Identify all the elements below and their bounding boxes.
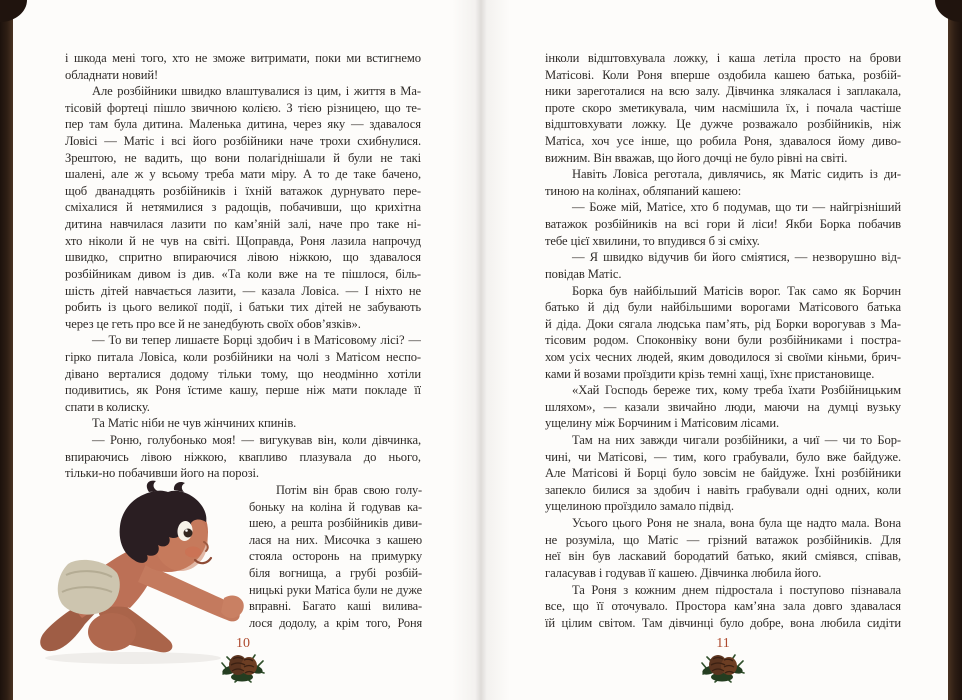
text-line: стояла осторонь на примурку xyxy=(249,549,422,564)
text-line: і шкода мені того, хто не зможе витримати, поки ми встигнемо xyxy=(65,51,421,65)
page-number-right: 11 xyxy=(716,636,730,651)
text-line: ущелиною проїздило замало підвід. xyxy=(545,499,734,514)
text-line: їй цілим світом. Там дівчинці було добре, вона любила сидіти xyxy=(545,615,901,630)
text-line: ватажок розбійників на всі гори й ліси! Якби Борка побачив xyxy=(545,217,901,232)
text-line: сміхалися й нетямилися з радощів, побачивши, що крихітна xyxy=(65,200,421,215)
text-line: лася на них. Мисочка з кашею xyxy=(249,532,422,547)
text-line: Та Матіс ніби не чув жінчиних кпинів. xyxy=(92,416,297,431)
text-line: ницькі руки Матіса були не дуже xyxy=(249,582,422,597)
text-line: шляхом», — казали звичайно люди, маючи на думці вузьку xyxy=(545,399,901,414)
corner-mark-top-left xyxy=(0,0,27,22)
text-line: хом усіх чесних людей, яким доводилося зі своїми кіньми, брич- xyxy=(545,349,901,364)
text-line: Та Роня з кожним днем підростала і поступово пізнавала xyxy=(572,582,901,597)
text-line: Потім він брав свою голу- xyxy=(276,483,422,497)
pinecone-ornament-left xyxy=(65,651,421,688)
text-line: галасував і годував її кашею. Дівчинка любила його. xyxy=(545,565,822,580)
text-line: тісовій фортеці пішло звичною колією. З тією різницею, що те- xyxy=(65,100,421,115)
text-line: «Хай Господь береже тих, кому треба їхати Розбійницьким xyxy=(572,383,901,398)
pinecone-icon xyxy=(221,651,265,683)
text-line: дівано верталися додому тільки тому, що неодмінно хотіли xyxy=(65,366,421,381)
text-line: впираючись лівою ніжкою, квапливо плазувала до нього, xyxy=(65,449,421,464)
text-line: ками й возами проїздити крізь темні хащі, їхнє пристановище. xyxy=(545,366,875,381)
text-line: — Боже мій, Матісе, хто б подумав, що ти — найгрізніший xyxy=(572,200,901,215)
text-line: повідав Матіс. xyxy=(545,266,622,281)
pinecone-icon xyxy=(701,651,745,683)
book-edge-right xyxy=(948,0,962,700)
right-page-text-column xyxy=(545,50,901,631)
text-line: розбійникам дивом із див. «Та коли вже на те пішлося, біль- xyxy=(65,266,421,281)
text-line: — Я швидко відучив би його сміятися, — незворушно від- xyxy=(572,250,901,265)
text-line: боньку на коліна й годував ка- xyxy=(249,499,422,514)
text-line: Ловісі — Матіс і всі його розбійники наче трохи схибнулися. xyxy=(65,134,421,149)
text-line: батько й дід були найбільшими ворогами Матісового батька xyxy=(545,300,901,315)
text-line: запекло билися за здобич і навіть грабували одні одних, коли xyxy=(545,482,901,497)
text-line: не розуміла, що Матіс — грізний ватажок розбійників. Для xyxy=(545,532,901,547)
text-line: Але розбійники швидко влаштувалися із цим, і життя в Ма- xyxy=(92,84,421,99)
text-line: чині, чи Матісові, — тим, кого грабували, було вже байдуже. xyxy=(545,449,901,464)
text-line: вижним. Він вважав, що його дочці не було рівні на світі. xyxy=(545,150,848,165)
text-line: тісовим родом. Споконвіку вони були розбійниками і постра- xyxy=(545,333,901,348)
text-line: робить із цього великої події, і батьки тих дітей не забувають xyxy=(65,300,421,315)
text-line: гірко питала Ловіса, коли розбійники на чолі з Матісом неспо- xyxy=(65,349,421,364)
text-line: тиною на колінах, обляпаний кашею: xyxy=(545,183,742,198)
text-line: — Роню, голубонько моя! — вигукував він, коли дівчинка, xyxy=(92,433,421,448)
text-line: обладнати новий! xyxy=(65,67,159,82)
text-line: лося додолу, а крім того, Роня xyxy=(249,615,422,630)
text-line: подивитись, як Роня їстиме кашу, перше ніж мати покладе її xyxy=(65,383,421,398)
pinecone-ornament-right xyxy=(545,651,901,688)
text-line: пер там була дитина. Маленька дитина, через яку — здавалося xyxy=(65,117,421,132)
text-line: швидко, спритно впираючися лівою ніжкою, що здавалося xyxy=(65,250,421,265)
text-line: через це геть про все й не занедбують своїх обов’язків». xyxy=(65,316,361,331)
text-line: спати в колиску. xyxy=(65,399,150,414)
text-line: Там на них завжди чигали розбійники, а чиї — чи то Бор- xyxy=(572,433,901,448)
text-line: щоб дванадцять розбійників і їхній ватажок дурнувато пере- xyxy=(65,183,421,198)
left-page-text-column xyxy=(65,50,421,482)
text-line: Але Матісові й Борці було зовсім не байдуже. Їхні розбійники xyxy=(545,466,901,481)
text-line: ники зареготалися на всю залу. Дівчинка злякалася і заплакала, xyxy=(545,84,901,99)
text-line: тільки-но побачивши його на порозі. xyxy=(65,466,259,481)
center-fold xyxy=(452,0,510,700)
text-line: тебе цієї хвилини, то впудився б зі сміху. xyxy=(545,233,760,248)
text-line: Матісові. Коли Роня вперше оздобила кашею батька, розбій- xyxy=(545,67,901,82)
text-line: й діда. Доки сягала людська пам’ять, рід Борки ворогував з Ма- xyxy=(545,316,901,331)
text-line: неї він був ласкавий бородатий батько, який сміявся, співав, xyxy=(545,549,901,564)
text-line: Усього цього Роня не знала, вона була ще надто мала. Вона xyxy=(572,516,901,531)
text-line: шалені, але ж у всьому треба мати міру. А то де таке бачено, xyxy=(65,167,421,182)
text-line: хто ніколи й не чув на світі. Щоправда, Роня лазила напрочуд xyxy=(65,233,421,248)
text-line: ущелину між Борчиним і Матісовим лісами. xyxy=(545,416,780,431)
text-line: Матіса, хоч усе інше, що робила Роня, здавалося йому диво- xyxy=(545,134,901,149)
text-line: Борка був найбільший Матісів ворог. Так само як Борчин xyxy=(572,283,901,298)
text-line: вправні. Багато каші вилива- xyxy=(249,599,422,614)
left-page-narrow-text-column xyxy=(249,482,422,631)
book-edge-left xyxy=(0,0,13,700)
text-line: Навіть Ловіса реготала, дивлячись, як Матіс сидить із ди- xyxy=(572,167,901,182)
corner-mark-top-right xyxy=(935,0,962,22)
text-line: інколи відштовхувала ложку, і каша летіла просто на брови xyxy=(545,51,901,65)
text-line: біля вогнища, а грубі розбій- xyxy=(249,566,422,581)
text-line: дитина навчилася лазити по кам’яній залі, наче про таке ні- xyxy=(65,217,421,232)
text-line: шість дітей навчається лазити, — казала Ловіса. — І ніхто не xyxy=(65,283,421,298)
text-line: шею, а решта розбійників диви- xyxy=(249,516,422,531)
text-line: все, що її оточувало. Простора кам’яна зала довго здавалася xyxy=(545,599,901,614)
text-line: — То ви тепер лишаєте Борці здобич і в Матісовому лісі? — xyxy=(92,333,421,348)
text-line: Зрештою, не вадить, що вони полагіднішали й були не такі xyxy=(65,150,421,165)
text-line: проте скоро зметикувала, чим насмішила їх, і почала частіше xyxy=(545,100,901,115)
text-line: відштовхувати ложку. Це дужче розважало розбійників, ніж xyxy=(545,117,901,132)
page-number-left: 10 xyxy=(236,636,250,651)
